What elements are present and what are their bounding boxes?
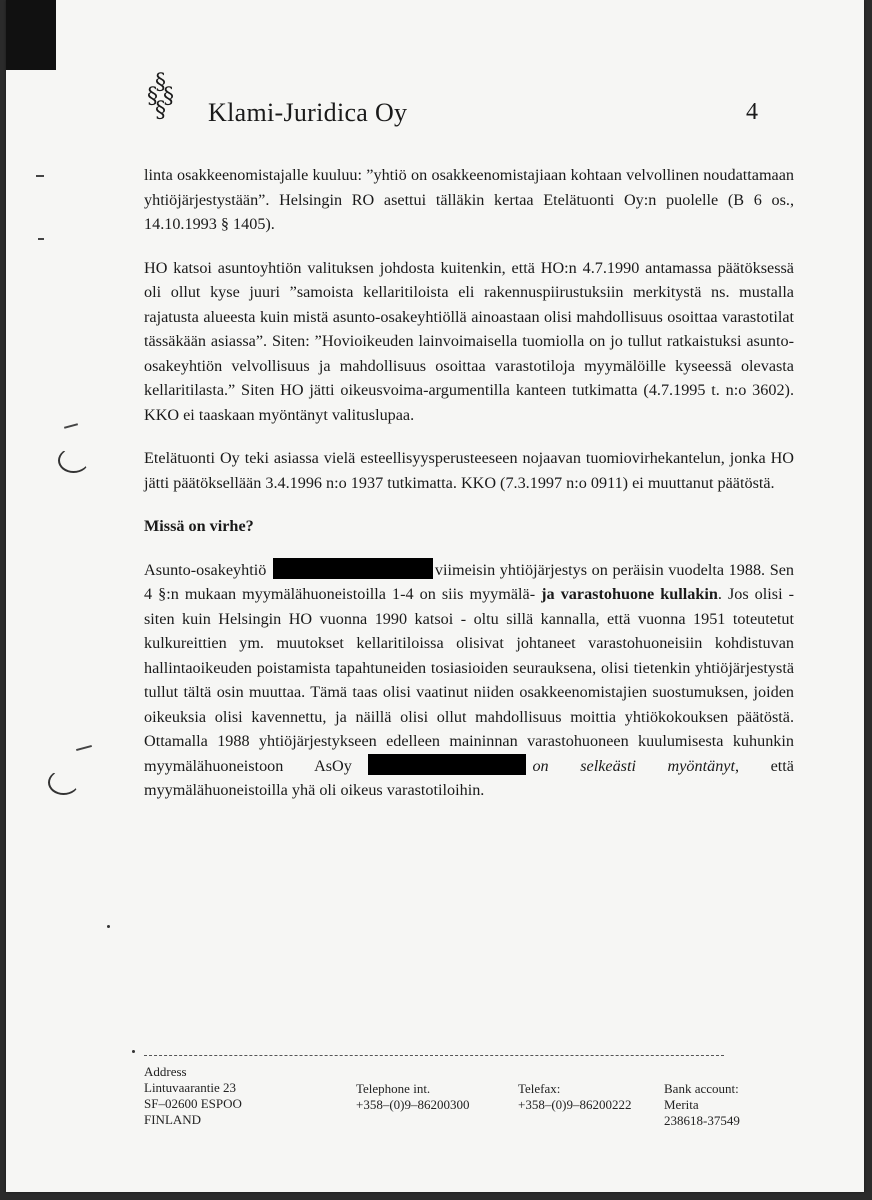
paragraph-4-text-b: viimeisin yhtiöjärjestys on peräisin vuodelta 1988. Sen 4 §:n mukaan myymälähuoneistoilla 1-4 on siis myymälä- (144, 560, 794, 603)
paragraph-4-italic: on selkeästi myöntänyt (532, 756, 735, 775)
telephone-value: +358–(0)9–86200300 (356, 1097, 470, 1112)
punch-hole-mark (58, 448, 89, 473)
paragraph-4-bold: ja varastohuone kullakin (541, 585, 718, 603)
telefax-value: +358–(0)9–86200222 (518, 1097, 632, 1112)
paragraph-1: linta osakkeenomistajalle kuuluu: ”yhtiö on osakkeenomistajiaan kohtaan velvollinen noudattamaan yhtiöjärjestystään”. Helsingin RO asettui tälläkin kertaa Etelätuonti Oy:n puolelle (B 6 os., 14.10.1993 § 1405). (144, 166, 794, 233)
section-sign-logo (141, 72, 201, 138)
footer-divider (144, 1055, 724, 1056)
paragraph-4-text-a: Asunto-osakeyhtiö (144, 560, 267, 579)
paragraph-4-text-d: , että myymälähuoneistoilla yhä oli oikeus varastotiloihin. (144, 756, 794, 799)
margin-dot (132, 1050, 135, 1053)
bank-label: Bank account: (664, 1081, 739, 1096)
bank-account: 238618-37549 (664, 1113, 740, 1128)
punch-hole-mark (48, 770, 79, 795)
margin-mark (38, 238, 44, 240)
document-page (6, 0, 864, 1192)
page-number: 4 (746, 99, 758, 125)
margin-mark (36, 175, 44, 177)
footer-telefax (518, 1081, 632, 1113)
logo-glyph: § (155, 70, 166, 95)
section-heading: Missä on virhe? (144, 517, 254, 535)
footer-address (144, 1064, 242, 1128)
logo-glyph: § (163, 84, 174, 109)
redaction-bar (368, 754, 526, 775)
document-body (144, 163, 794, 822)
telephone-label: Telephone int. (356, 1081, 431, 1096)
margin-dot (107, 925, 110, 928)
address-street: Lintuvaarantie 23 (144, 1080, 237, 1095)
bank-name: Merita (664, 1097, 699, 1112)
address-country: FINLAND (144, 1112, 202, 1127)
footer-bank (664, 1081, 740, 1129)
redaction-bar (273, 558, 433, 579)
margin-mark (64, 423, 78, 429)
address-postal: SF–02600 ESPOO (144, 1096, 242, 1111)
paragraph-2: HO katsoi asuntoyhtiön valituksen johdosta kuitenkin, että HO:n 4.7.1990 antamassa päätöksessä oli ollut kyse juuri ”samoista kellaritiloista eli rakennuspiirustuksiin merkitystä ns. mustalla rajatusta alueesta kuin mistä asunto-osakeyhtiöllä ainoastaan olisi mahdollisuus osoittaa varastotilat tässäkään asiassa”. Siten: ”Hovioikeuden lainvoimaisella tuomiolla on jo tullut ratkaistuksi asunto-osakeyhtiön velvollisuus ja mahdollisuus osoittaa varastotiloja myymälöille kyseessä olevasta kellaritilasta.” Siten HO jätti oikeusvoima-argumentilla kanteen tutkimatta (4.7.1995 t. n:o 3602). KKO ei taaskaan myöntänyt valituslupaa. (144, 258, 794, 424)
paragraph-4-text-c: . Jos olisi - siten kuin Helsingin HO vuonna 1990 katsoi - oltu sillä kannalla, että vuonna 1951 toteutetut kulkureittien ym. muutokset kellaritiloissa olisivat johtaneet varastohuoneisiin kohdistuvan hallintaoikeuden poistamista tapahtuneiden tosiasioiden seurauksena, olisi tietenkin yhtiöjärjestystä tullut tältä osin muuttaa. Tämä taas olisi vaatinut niiden osakkeenomistajien suostumuksen, joiden oikeuksia olisi kavennettu, ja näillä olisi ollut mahdollisuus moittia yhtiökokouksen päätöstä. Ottamalla 1988 yhtiöjärjestykseen edelleen maininnan varastohuoneen kuulumisesta kuhunkin myymälähuoneistoon AsOy (144, 585, 794, 775)
paragraph-3: Etelätuonti Oy teki asiassa vielä esteellisyysperusteeseen nojaavan tuomiovirhekantelun, jonka HO jätti päätöksellään 3.4.1996 n:o 1937 tutkimatta. KKO (7.3.1997 n:o 0911) ei muuttanut päätöstä. (144, 449, 794, 492)
footer-telephone (356, 1081, 470, 1113)
logo-glyph: § (155, 98, 166, 123)
company-name: Klami-Juridica Oy (208, 98, 408, 127)
address-label: Address (144, 1064, 187, 1079)
margin-mark (76, 745, 92, 751)
paragraph-4 (144, 558, 794, 803)
logo-glyph: § (147, 84, 158, 109)
telefax-label: Telefax: (518, 1081, 561, 1096)
scan-shadow-corner (6, 0, 56, 70)
